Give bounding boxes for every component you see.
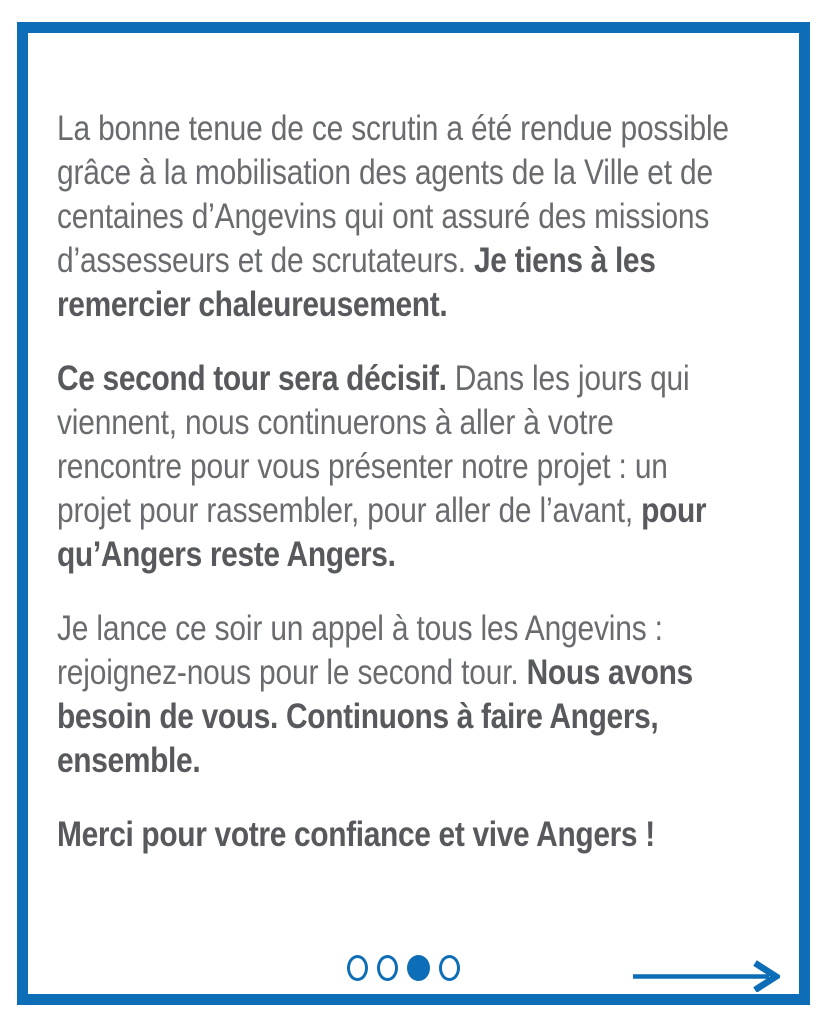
pagination-dot[interactable] bbox=[347, 955, 368, 981]
text-line bbox=[57, 489, 779, 533]
text-line bbox=[57, 283, 779, 327]
text-line bbox=[57, 107, 779, 151]
text-line bbox=[57, 195, 779, 239]
text-line bbox=[57, 651, 779, 695]
text-run: centaines d’Angevins qui ont assuré des missions bbox=[57, 197, 710, 236]
paragraph bbox=[57, 813, 779, 857]
text-run: projet pour rassembler, pour aller de l’avant, bbox=[57, 491, 642, 530]
text-line bbox=[57, 239, 779, 283]
text-run: Nous avons bbox=[526, 653, 693, 692]
text-run: Je tiens à les bbox=[473, 241, 656, 280]
text-run: ensemble. bbox=[57, 741, 201, 780]
text-line bbox=[57, 151, 779, 195]
text-run: Ce second tour sera décisif. bbox=[57, 359, 447, 398]
paragraph bbox=[57, 357, 779, 577]
text-run: Merci pour votre confiance et vive Angers ! bbox=[57, 815, 655, 854]
slide-text bbox=[57, 107, 779, 887]
pagination-dot[interactable] bbox=[377, 955, 398, 981]
text-line bbox=[57, 401, 779, 445]
text-line bbox=[57, 739, 779, 783]
paragraph bbox=[57, 607, 779, 783]
text-run: d’assesseurs et de scrutateurs. bbox=[57, 241, 474, 280]
text-run: remercier chaleureusement. bbox=[57, 285, 448, 324]
text-run: pour bbox=[641, 491, 707, 530]
next-arrow-icon[interactable] bbox=[632, 960, 780, 992]
text-run: besoin de vous. Continuons à faire Angers, bbox=[57, 697, 659, 736]
text-run: qu’Angers reste Angers. bbox=[57, 535, 396, 574]
text-line bbox=[57, 813, 779, 857]
text-line bbox=[57, 695, 779, 739]
pagination-dots bbox=[347, 955, 460, 981]
pagination-dot-active[interactable] bbox=[407, 955, 430, 981]
text-line bbox=[57, 357, 779, 401]
text-line bbox=[57, 445, 779, 489]
paragraph bbox=[57, 107, 779, 327]
text-line bbox=[57, 533, 779, 577]
slide-card bbox=[17, 22, 810, 1005]
text-line bbox=[57, 607, 779, 651]
text-run: viennent, nous continuerons à aller à votre bbox=[57, 403, 614, 442]
text-run: La bonne tenue de ce scrutin a été rendue possible bbox=[57, 109, 729, 148]
text-run: rencontre pour vous présenter notre projet : un bbox=[57, 447, 668, 486]
text-run: grâce à la mobilisation des agents de la Ville et de bbox=[57, 153, 713, 192]
text-run: Je lance ce soir un appel à tous les Angevins : bbox=[57, 609, 663, 648]
text-run: rejoignez-nous pour le second tour. bbox=[57, 653, 527, 692]
pagination-dot[interactable] bbox=[439, 955, 460, 981]
text-run: Dans les jours qui bbox=[446, 359, 690, 398]
